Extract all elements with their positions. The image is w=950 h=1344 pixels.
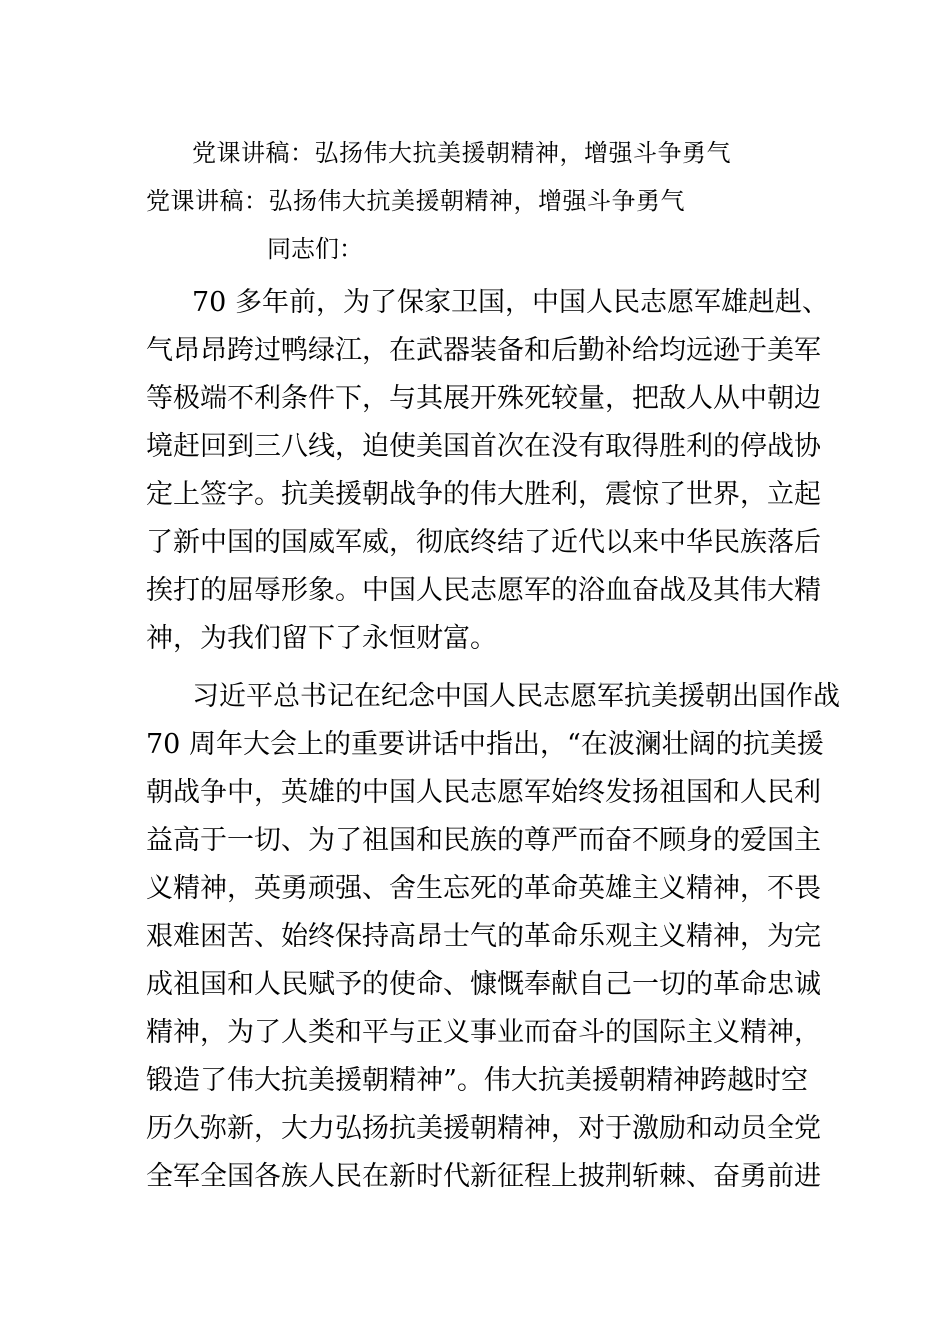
paragraph-line: 70 周年大会上的重要讲话中指出，“在波澜壮阔的抗美援: [146, 729, 824, 760]
paragraph-line: 定上签字。抗美援朝战争的伟大胜利，震惊了世界，立起: [146, 479, 821, 510]
paragraph-line: 习近平总书记在纪念中国人民志愿军抗美援朝出国作战: [192, 681, 840, 712]
paragraph-line: 锻造了伟大抗美援朝精神”。伟大抗美援朝精神跨越时空: [146, 1065, 808, 1096]
paragraph-line: 了新中国的国威军威，彻底终结了近代以来中华民族落后: [146, 527, 821, 558]
paragraph-line: 成祖国和人民赋予的使命、慷慨奉献自己一切的革命忠诚: [146, 969, 821, 1000]
paragraph-line: 朝战争中，英雄的中国人民志愿军始终发扬祖国和人民利: [146, 777, 821, 808]
paragraph-line: 精神，为了人类和平与正义事业而奋斗的国际主义精神，: [146, 1017, 821, 1048]
paragraph-line: 气昂昂跨过鸭绿江，在武器装备和后勤补给均远逊于美军: [146, 335, 821, 366]
salutation: 同志们：: [267, 235, 363, 263]
document-subtitle: 党课讲稿：弘扬伟大抗美援朝精神，增强斗争勇气: [146, 187, 685, 215]
paragraph-line: 等极端不利条件下，与其展开殊死较量，把敌人从中朝边: [146, 383, 821, 414]
paragraph-line: 历久弥新，大力弘扬抗美援朝精神，对于激励和动员全党: [146, 1113, 821, 1144]
paragraph-line: 艰难困苦、始终保持高昂士气的革命乐观主义精神，为完: [146, 921, 821, 952]
paragraph-line: 境赶回到三八线，迫使美国首次在没有取得胜利的停战协: [146, 431, 821, 462]
paragraph-line: 全军全国各族人民在新时代新征程上披荆斩棘、奋勇前进: [146, 1161, 821, 1192]
document-title: 党课讲稿：弘扬伟大抗美援朝精神，增强斗争勇气: [192, 139, 731, 167]
paragraph-line: 义精神，英勇顽强、舍生忘死的革命英雄主义精神，不畏: [146, 873, 821, 904]
paragraph-line: 神，为我们留下了永恒财富。: [146, 623, 497, 654]
paragraph-line: 挨打的屈辱形象。中国人民志愿军的浴血奋战及其伟大精: [146, 575, 821, 606]
paragraph-line: 70 多年前，为了保家卫国，中国人民志愿军雄赳赳、: [192, 287, 829, 318]
paragraph-line: 益高于一切、为了祖国和民族的尊严而奋不顾身的爱国主: [146, 825, 821, 856]
